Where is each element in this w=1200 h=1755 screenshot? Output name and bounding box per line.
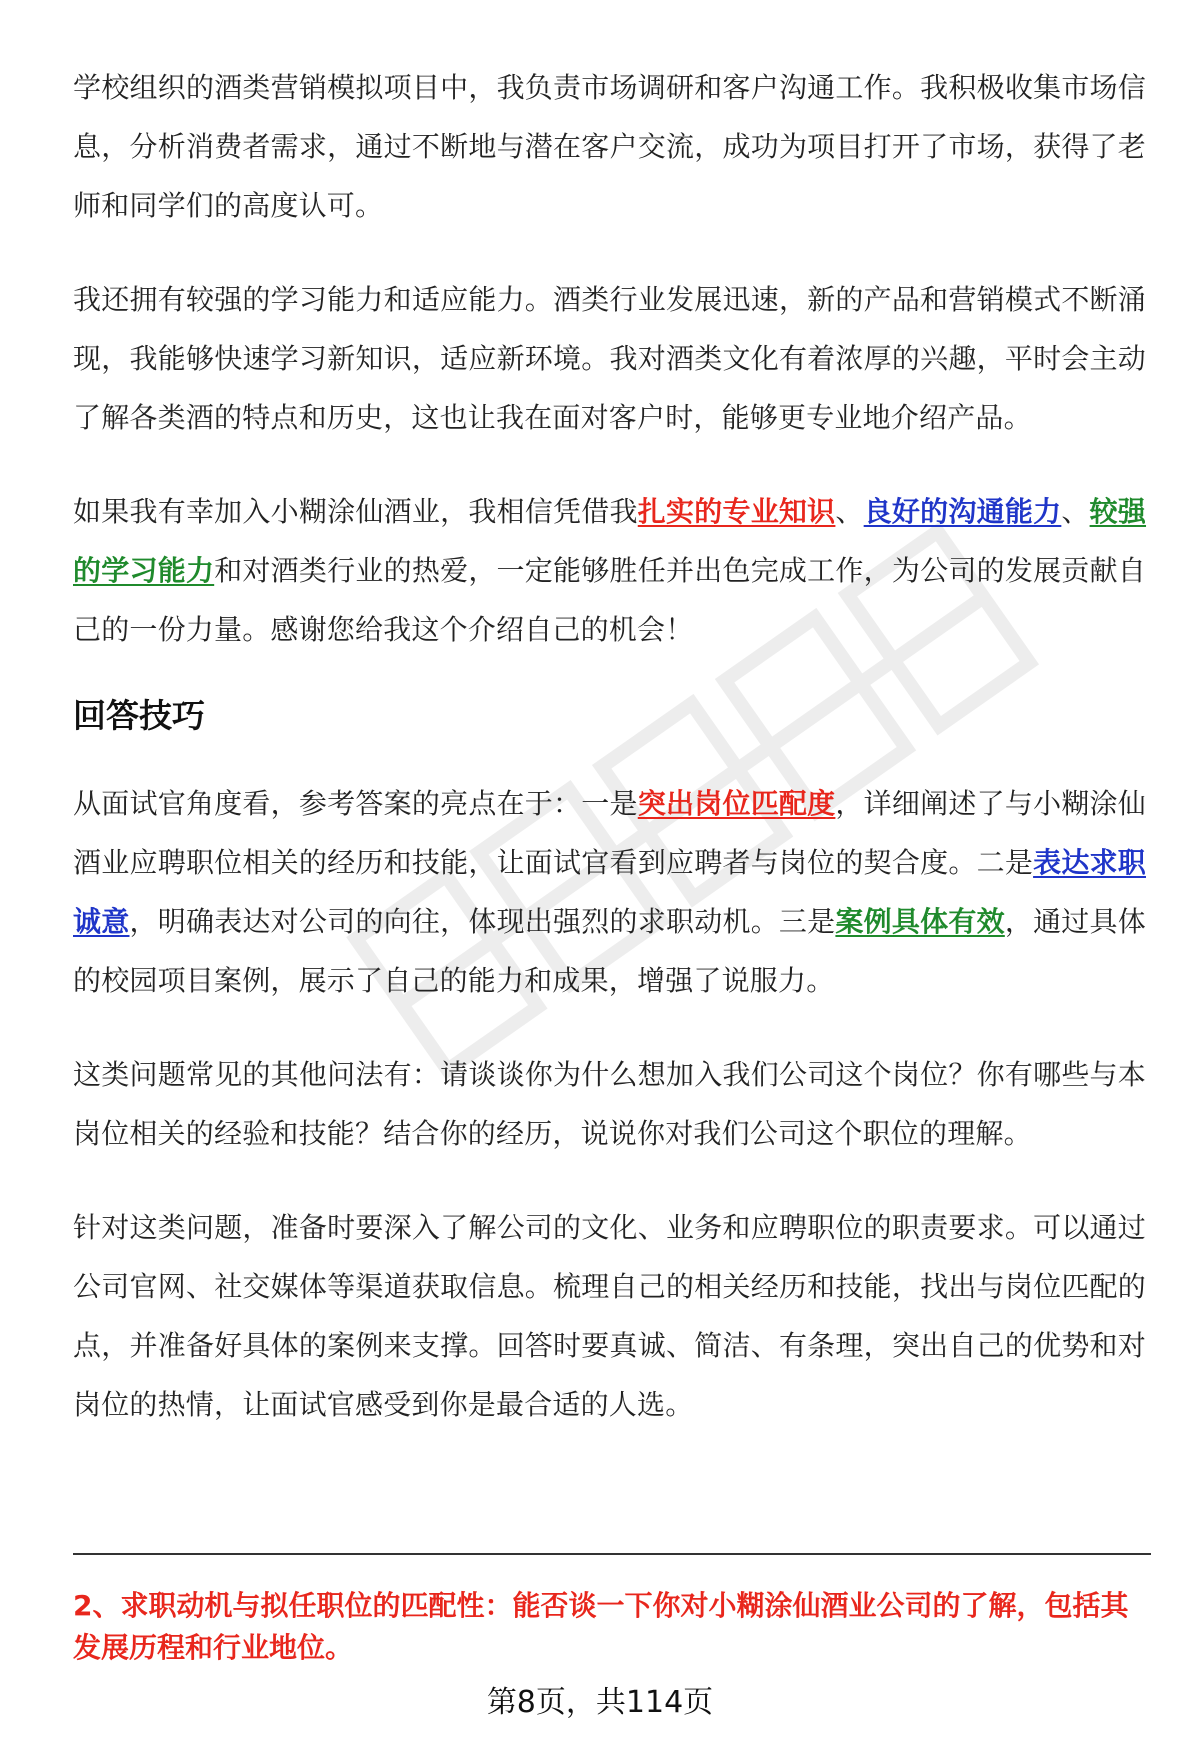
text-separator: 、: [835, 495, 864, 528]
text-segment: 从面试官角度看，参考答案的亮点在于：一是: [73, 787, 638, 820]
next-question-heading: 2、求职动机与拟任职位的匹配性：能否谈一下你对小糊涂仙酒业公司的了解，包括其发展历程和行业地位。: [73, 1589, 1129, 1664]
text-segment: ，详细阐述了与小糊涂仙酒业应聘职位相关的经历和技能，让面试官看到应聘者与岗位的契合度。二是: [73, 787, 1146, 879]
document-body: [73, 58, 1146, 1469]
page-number-footer: 第8页，共114页: [486, 1685, 714, 1720]
highlight-concrete-cases: 案例具体有效: [835, 905, 1005, 938]
text-segment: 如果我有幸加入小糊涂仙酒业，我相信凭借我: [73, 495, 638, 528]
paragraph-tips-highlights: [73, 774, 1146, 1010]
paragraph-learning-ability: 我还拥有较强的学习能力和适应能力。酒类行业发展迅速，新的产品和营销模式不断涌现，我能够快速学习新知识，适应新环境。我对酒类文化有着浓厚的兴趣，平时会主动了解各类酒的特点和历史，这也让我在面对客户时，能够更专业地介绍产品。: [73, 283, 1146, 434]
section-divider: [73, 1553, 1151, 1555]
highlight-communication-ability: 良好的沟通能力: [863, 495, 1062, 528]
text-segment: ，通过具体的校园项目案例，展示了自己的能力和成果，增强了说服力。: [73, 905, 1146, 997]
highlight-job-match: 突出岗位匹配度: [637, 787, 836, 820]
paragraph-conclusion: [73, 482, 1146, 659]
highlight-sincerity: 表达求职诚意: [73, 846, 1146, 938]
highlight-professional-knowledge: 扎实的专业知识: [637, 495, 836, 528]
section-title-answer-tips: 回答技巧: [73, 696, 205, 735]
text-separator: 、: [1061, 495, 1090, 528]
paragraph-alternative-questions: 这类问题常见的其他问法有：请谈谈你为什么想加入我们公司这个岗位？你有哪些与本岗位相关的经验和技能？结合你的经历，说说你对我们公司这个职位的理解。: [73, 1058, 1146, 1150]
text-segment: ，明确表达对公司的向往，体现出强烈的求职动机。三是: [129, 905, 836, 938]
paragraph-preparation-advice: 针对这类问题，准备时要深入了解公司的文化、业务和应聘职位的职责要求。可以通过公司官网、社交媒体等渠道获取信息。梳理自己的相关经历和技能，找出与岗位匹配的点，并准备好具体的案例来支撑。回答时要真诚、简洁、有条理，突出自己的优势和对岗位的热情，让面试官感受到你是最合适的人选。: [73, 1211, 1146, 1421]
paragraph-project-experience: 学校组织的酒类营销模拟项目中，我负责市场调研和客户沟通工作。我积极收集市场信息，分析消费者需求，通过不断地与潜在客户交流，成功为项目打开了市场，获得了老师和同学们的高度认可。: [73, 71, 1146, 222]
text-segment: 和对酒类行业的热爱，一定能够胜任并出色完成工作，为公司的发展贡献自己的一份力量。感谢您给我这个介绍自己的机会！: [73, 554, 1146, 646]
highlight-learning-ability: 较强的学习能力: [73, 495, 1147, 587]
